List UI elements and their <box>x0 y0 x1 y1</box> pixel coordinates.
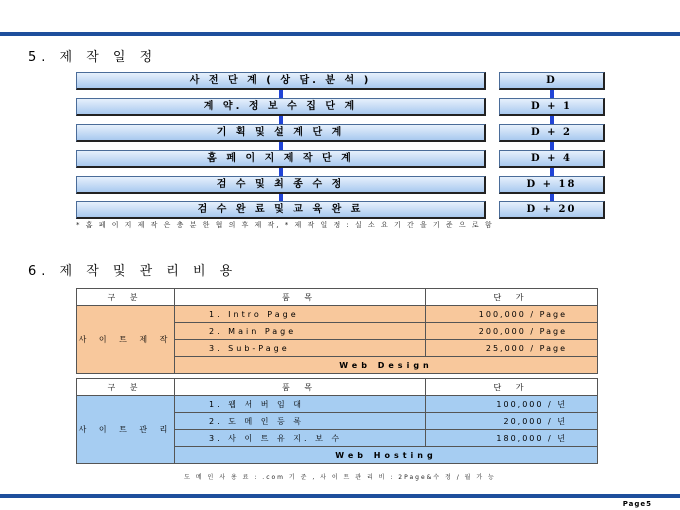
site-management-table <box>76 378 598 464</box>
duration-connector <box>550 116 554 124</box>
price-cell: 180,000 / 년 <box>426 430 598 447</box>
header-item: 품 목 <box>175 289 426 306</box>
duration-connector <box>550 142 554 150</box>
table-header-row <box>77 379 598 396</box>
footer-cell: Web Design <box>175 357 598 374</box>
table-header-row <box>77 289 598 306</box>
duration-connector <box>550 168 554 176</box>
section6-title: 6. 제 작 및 관 리 비 용 <box>28 264 238 279</box>
step-label: 기 획 및 설 계 단 계 <box>76 124 486 142</box>
step-duration: D + 18 <box>499 176 605 194</box>
step-label: 검 수 완 료 및 교 육 완 료 <box>76 201 486 219</box>
footer-cell: Web Hosting <box>175 447 598 464</box>
schedule-step <box>76 150 606 168</box>
schedule-step <box>76 176 606 194</box>
price-cell: 25,000 / Page <box>426 340 598 357</box>
header-category: 구 분 <box>77 289 175 306</box>
step-connector <box>279 90 283 98</box>
price-cell: 100,000 / 년 <box>426 396 598 413</box>
schedule-step <box>76 201 606 219</box>
item-cell: 1. 웹 서 버 임 대 <box>175 396 426 413</box>
category-cell: 사 이 트 제 작 <box>77 306 175 374</box>
top-rule <box>0 32 680 36</box>
item-cell: 3. Sub-Page <box>175 340 426 357</box>
step-connector <box>279 116 283 124</box>
item-cell: 2. Main Page <box>175 323 426 340</box>
schedule-note: * 홈 페 이 지 제 작 은 충 분 한 협 의 후 제 작, * 제 작 일 정 : 실 소 요 기 간 을 기 준 으 로 함 <box>76 221 494 229</box>
step-label: 사 전 단 계 ( 상 담. 분 석 ) <box>76 72 486 90</box>
step-connector <box>279 142 283 150</box>
table-row <box>77 306 598 323</box>
step-label: 검 수 및 최 종 수 정 <box>76 176 486 194</box>
step-label: 계 약. 정 보 수 집 단 계 <box>76 98 486 116</box>
step-duration: D <box>499 72 605 90</box>
step-label: 홈 페 이 지 제 작 단 계 <box>76 150 486 168</box>
site-production-table <box>76 288 598 374</box>
price-cell: 20,000 / 년 <box>426 413 598 430</box>
bottom-rule <box>0 494 680 498</box>
price-cell: 100,000 / Page <box>426 306 598 323</box>
schedule-step <box>76 124 606 142</box>
pricing-note: 도 메 인 사 용 료 : .com 기 준 , 사 이 트 관 리 비 : 2Page&수 정 / 월 가 능 <box>184 474 496 481</box>
section5-title: 5. 제 작 일 정 <box>28 50 158 65</box>
step-duration: D + 4 <box>499 150 605 168</box>
step-duration: D + 1 <box>499 98 605 116</box>
category-cell: 사 이 트 관 리 <box>77 396 175 464</box>
table-row <box>77 396 598 413</box>
step-connector <box>279 168 283 176</box>
step-duration: D + 20 <box>499 201 605 219</box>
header-item: 품 목 <box>175 379 426 396</box>
price-cell: 200,000 / Page <box>426 323 598 340</box>
header-price: 단 가 <box>426 379 598 396</box>
schedule-step <box>76 98 606 116</box>
item-cell: 3. 사 이 트 유 지. 보 수 <box>175 430 426 447</box>
item-cell: 1. Intro Page <box>175 306 426 323</box>
header-category: 구 분 <box>77 379 175 396</box>
header-price: 단 가 <box>426 289 598 306</box>
duration-connector <box>550 90 554 98</box>
step-duration: D + 2 <box>499 124 605 142</box>
page-number: Page5 <box>622 500 652 508</box>
schedule-step <box>76 72 606 90</box>
item-cell: 2. 도 메 인 등 록 <box>175 413 426 430</box>
